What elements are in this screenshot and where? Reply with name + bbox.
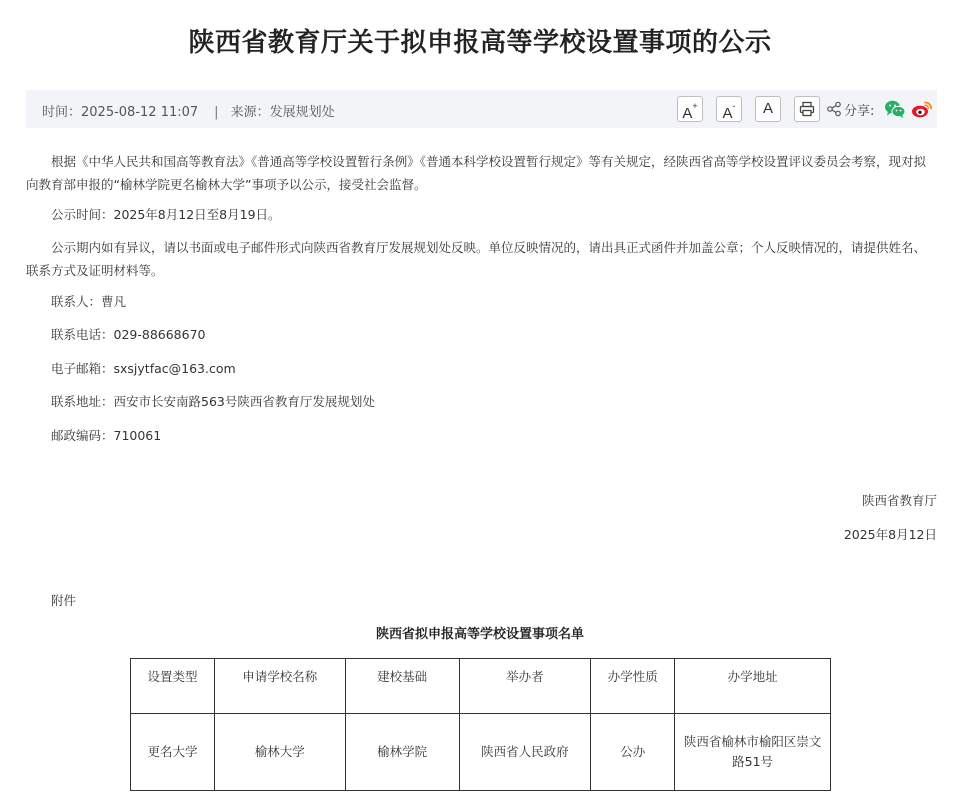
font-decrease-sup: - [732,101,736,111]
table-cell: 榆林学院 [345,714,459,791]
issue-date: 2025年8月12日 [843,527,937,542]
paragraph-objection: 公示期内如有异议，请以书面或电子邮件形式向陕西省教育厅发展规划处反映。单位反映情况的，请出具正式函件并加盖公章；个人反映情况的，请提供姓名、联系方式及证明材料等。 [26,240,927,278]
font-decrease-label: A [722,105,733,122]
source-value: 发展规划处 [269,105,335,120]
contact-person: 联系人：曹凡 [51,294,127,309]
font-increase-sup: + [692,101,698,111]
table-cell: 陕西省人民政府 [459,714,591,791]
font-increase-button[interactable] [677,96,703,122]
attachment-title: 陕西省拟申报高等学校设置事项名单 [375,627,584,642]
font-reset-label: A [762,100,773,117]
print-button[interactable] [794,96,820,122]
table-cell: 更名大学 [131,714,215,791]
font-reset-button[interactable] [755,96,781,122]
source-label: 来源： [230,105,270,120]
table-row [131,714,831,791]
table-header-cell: 设置类型 [131,659,215,714]
weibo-share-icon[interactable] [911,99,933,119]
table-header-cell: 办学地址 [675,659,831,714]
article-meta-bar [26,90,937,128]
table-header-cell: 申请学校名称 [214,659,345,714]
meta-info [42,101,335,120]
table-header-cell: 举办者 [459,659,591,714]
table-cell: 榆林大学 [214,714,345,791]
attachment-label: 附件 [51,593,77,608]
attachment-table [130,658,831,791]
meta-separator: | [214,105,219,120]
time-label: 时间： [42,105,82,120]
table-cell: 公办 [591,714,675,791]
font-increase-label: A [682,105,693,122]
share-icon[interactable] [826,101,842,117]
paragraph-period: 公示时间：2025年8月12日至8月19日。 [51,207,281,222]
contact-email: 电子邮箱：sxsjytfac@163.com [51,361,236,376]
table-cell: 陕西省榆林市榆阳区崇文路51号 [675,714,831,791]
page-title: 陕西省教育厅关于拟申报高等学校设置事项的公示 [188,28,772,58]
table-header-row [131,659,831,714]
contact-phone: 联系电话：029-88668670 [51,327,206,342]
print-icon [799,101,815,117]
table-header-cell: 建校基础 [345,659,459,714]
paragraph-basis: 根据《中华人民共和国高等教育法》《普通高等学校设置暂行条例》《普通本科学校设置暂行规定》等有关规定，经陕西省高等学校设置评议委员会考察，现对拟向教育部申报的“榆林学院更名榆林大学”事项予以公示，接受社会监督。 [26,154,927,192]
contact-address: 联系地址：西安市长安南路563号陕西省教育厅发展规划处 [51,394,375,409]
font-decrease-button[interactable] [716,96,742,122]
postal-code: 邮政编码：710061 [51,428,162,443]
share-label: 分享: [844,104,875,119]
signature: 陕西省教育厅 [861,493,937,508]
table-header-cell: 办学性质 [591,659,675,714]
publish-time: 2025-08-12 11:07 [81,105,199,120]
wechat-share-icon[interactable] [884,99,906,119]
